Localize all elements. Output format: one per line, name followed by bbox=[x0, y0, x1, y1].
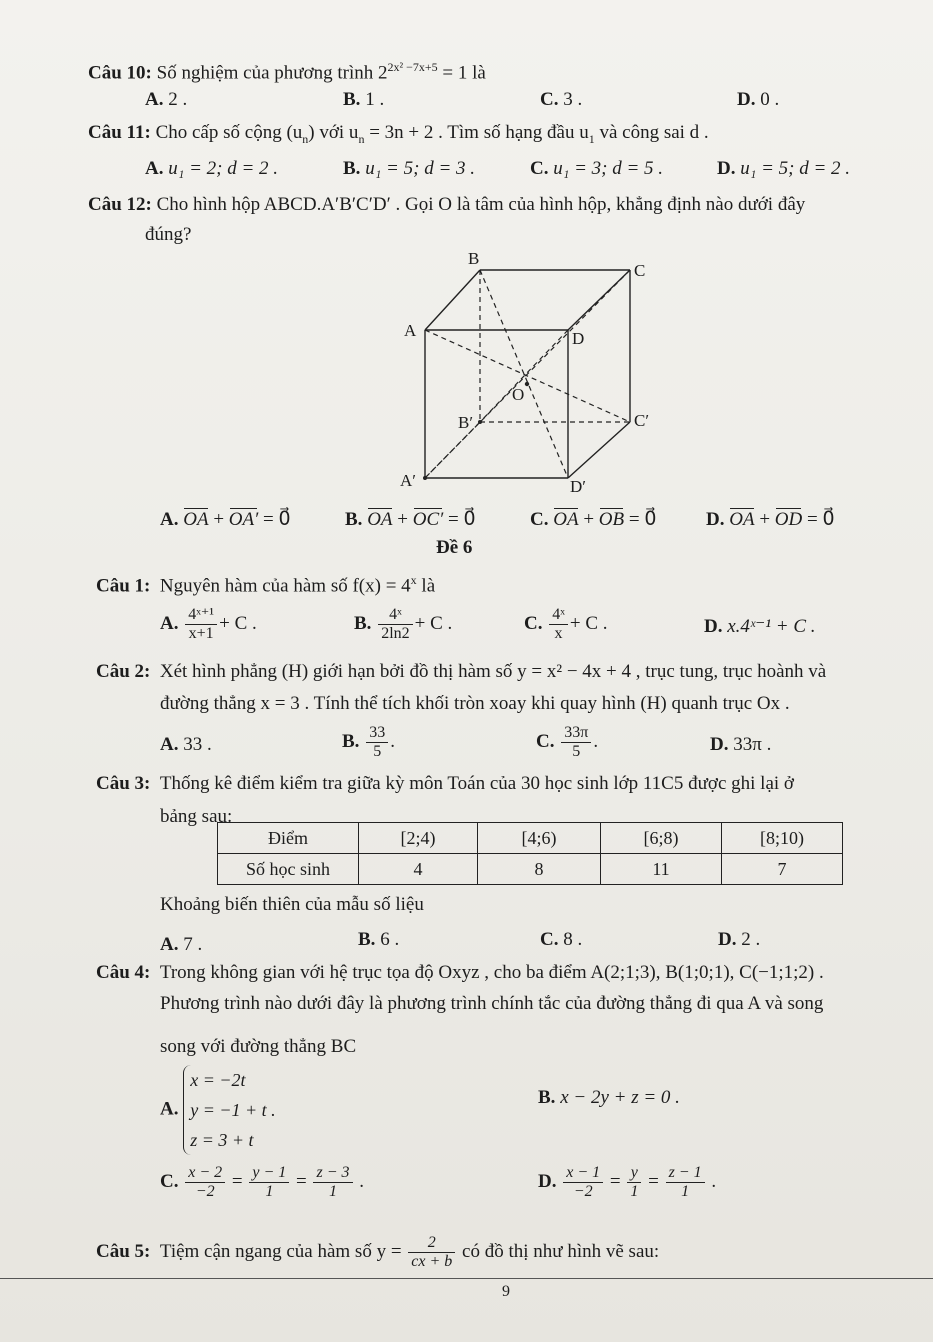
diag-db bbox=[480, 330, 568, 422]
c3-opt-b[interactable]: B. 6 . bbox=[358, 929, 400, 950]
c1-opt-d[interactable]: D. x.4ˣ⁻¹ + C . bbox=[704, 616, 816, 637]
c2-opt-b[interactable]: B. $\frac{33}{5}$ . bbox=[342, 724, 395, 760]
c2-label: Câu 2: bbox=[96, 661, 151, 682]
c1-text2: là bbox=[416, 575, 436, 597]
edge-ba bbox=[425, 270, 480, 330]
q11-text3: = 3n + 2 . Tìm số hạng đầu u bbox=[364, 122, 589, 143]
parallelepiped-figure bbox=[380, 250, 680, 495]
q12-opt-d[interactable]: D. OA + OD = 0⃗ bbox=[706, 509, 835, 530]
c2-stem bbox=[96, 660, 826, 684]
label-b: B bbox=[468, 250, 480, 268]
table-header-row bbox=[218, 823, 843, 854]
footer-divider bbox=[0, 1278, 933, 1279]
c5-text: Tiệm cận ngang của hàm số y = bbox=[159, 1240, 402, 1262]
c1-exp: x bbox=[410, 573, 417, 587]
q11-text: Cho cấp số cộng (u bbox=[155, 122, 303, 143]
q10-opt-b[interactable]: B. 1 . bbox=[343, 89, 385, 110]
c4-opt-a[interactable]: A. x = −2t y = −1 + t . z = 3 + t bbox=[160, 1065, 276, 1155]
c3-opt-c[interactable]: C. 8 . bbox=[540, 929, 583, 950]
c5-text2: có đồ thị như hình vẽ sau: bbox=[462, 1240, 660, 1262]
c4-opt-c[interactable]: C. $\frac{x - 2}{-2}$ = $\frac{y - 1}{1}$ = $\frac{z - 3}{1}$ . bbox=[160, 1164, 365, 1200]
q11-opt-d[interactable]: D. u₁ = 5; d = 2 . bbox=[717, 158, 851, 179]
q11-opt-a[interactable]: A. u₁ = 2; d = 2 . bbox=[145, 158, 279, 179]
c1-opt-c[interactable]: C. $\frac{\text{4ˣ}}{x}$ + C . bbox=[524, 606, 608, 642]
table-cell: [4;6) bbox=[478, 823, 601, 854]
label-a: A bbox=[404, 321, 417, 340]
label-o: O bbox=[512, 385, 525, 404]
q10-base: 2 bbox=[378, 62, 388, 84]
table-cell: Số học sinh bbox=[218, 854, 359, 885]
c3-label: Câu 3: bbox=[96, 773, 151, 794]
q11-stem: Câu 11: Cho cấp số cộng $(u_n)$ với $u_n = 3n + 2$ . Tìm số hạng đầu $u_1$ và công sai d . bbox=[88, 122, 709, 146]
label-dp: D′ bbox=[570, 477, 586, 495]
equation-system: x = −2t y = −1 + t . z = 3 + t bbox=[183, 1065, 275, 1155]
table-cell: [6;8) bbox=[601, 823, 722, 854]
q10-opt-c[interactable]: C. 3 . bbox=[540, 89, 583, 110]
edge-dc-bottom bbox=[568, 422, 630, 478]
q10-label: Câu 10: bbox=[88, 62, 152, 84]
q10-stem bbox=[88, 55, 486, 85]
label-c: C bbox=[634, 261, 646, 280]
c2-opt-d[interactable]: D. 33π . bbox=[710, 734, 772, 755]
c4-opt-b[interactable]: B. x − 2y + z = 0 . bbox=[538, 1087, 680, 1108]
q11-text2: ) với u bbox=[308, 122, 359, 143]
table-cell: 7 bbox=[722, 854, 843, 885]
table-cell: 8 bbox=[478, 854, 601, 885]
c2-text: Xét hình phẳng (H) giới hạn bởi đồ thị hàm số y = x² − 4x + 4 , trục tung, trục hoành và bbox=[159, 661, 827, 682]
q11-opt-b[interactable]: B. u₁ = 5; d = 3 . bbox=[343, 158, 476, 179]
label-d: D bbox=[572, 329, 585, 348]
c1-opt-b[interactable]: B. $\frac{\text{4ˣ}}{2\ln 2}$ + C . bbox=[354, 606, 453, 642]
c2-text2: đường thẳng x = 3 . Tính thể tích khối tròn xoay khi quay hình (H) quanh trục Ox . bbox=[160, 693, 790, 714]
table-cell: [2;4) bbox=[359, 823, 478, 854]
label-cp: C′ bbox=[634, 411, 650, 430]
c4-stem bbox=[96, 961, 824, 985]
c1-opt-a[interactable]: A. $\frac{\text{4ˣ⁺¹}}{x+1}$ + C . bbox=[160, 606, 257, 642]
table-cell: [8;10) bbox=[722, 823, 843, 854]
c4-text2: Phương trình nào dưới đây là phương trình chính tắc của đường thẳng đi qua A và song bbox=[160, 993, 824, 1014]
c5-label: Câu 5: bbox=[96, 1240, 151, 1262]
c3-text: Thống kê điểm kiểm tra giữa kỳ môn Toán của 30 học sinh lớp 11C5 được ghi lại ở bbox=[159, 773, 794, 794]
q12-opt-b[interactable]: B. OA + OC′ = 0⃗ bbox=[345, 509, 476, 530]
q10-opt-a[interactable]: A. 2 . bbox=[145, 89, 188, 110]
c4-opt-d[interactable]: D. $\frac{x - 1}{-2}$ = $\frac{y}{1}$ = $\frac{z - 1}{1}$ . bbox=[538, 1164, 717, 1200]
q11-text4: và công sai d . bbox=[594, 122, 709, 143]
label-ap: A′ bbox=[400, 471, 416, 490]
q12-stem bbox=[88, 193, 805, 217]
c1-stem bbox=[96, 568, 435, 598]
q12-opt-c[interactable]: C. OA + OB = 0⃗ bbox=[530, 509, 657, 530]
q12-text2: đúng? bbox=[145, 224, 192, 245]
table-cell: 11 bbox=[601, 854, 722, 885]
c1-label: Câu 1: bbox=[96, 575, 151, 597]
c2-opt-a[interactable]: A. 33 . bbox=[160, 734, 212, 755]
diag-bd bbox=[480, 270, 568, 478]
q10-exponent: 2x² −7x+5 bbox=[387, 60, 438, 74]
c2-opt-c[interactable]: C. $\frac{33\pi}{5}$ . bbox=[536, 724, 599, 760]
table-cell: 4 bbox=[359, 854, 478, 885]
c3-opt-d[interactable]: D. 2 . bbox=[718, 929, 761, 950]
label-bp: B′ bbox=[458, 413, 474, 432]
q12-text: Cho hình hộp ABCD.A′B′C′D′ . Gọi O là tâm của hình hộp, khẳng định nào dưới đây bbox=[156, 194, 806, 215]
q12-label: Câu 12: bbox=[88, 194, 152, 215]
c3-text3: Khoảng biến thiên của mẫu số liệu bbox=[160, 894, 424, 915]
table-row bbox=[218, 854, 843, 885]
q10-opt-d[interactable]: D. 0 . bbox=[737, 89, 780, 110]
c3-opt-a[interactable]: A. 7 . bbox=[160, 934, 203, 955]
c5-stem: Câu 5: Tiệm cận ngang của hàm số y = $\frac{2}{cx + b}$ có đồ thị như hình vẽ sau: bbox=[96, 1234, 660, 1270]
c3-stem bbox=[96, 772, 794, 796]
page-number: 9 bbox=[502, 1283, 510, 1300]
q11-opt-c[interactable]: C. u₁ = 3; d = 5 . bbox=[530, 158, 664, 179]
table-cell: Điểm bbox=[218, 823, 359, 854]
section-title: Đề 6 bbox=[436, 537, 473, 558]
c4-text3: song với đường thẳng BC bbox=[160, 1036, 357, 1057]
diag-ac bbox=[425, 330, 630, 422]
c3-frequency-table bbox=[217, 822, 843, 885]
q11-label: Câu 11: bbox=[88, 122, 151, 143]
c3-text2: bảng sau: bbox=[160, 806, 233, 827]
c4-label: Câu 4: bbox=[96, 962, 151, 983]
diag-ca bbox=[425, 270, 630, 478]
q12-opt-a[interactable]: A. OA + OA′ = 0⃗ bbox=[160, 509, 291, 530]
q10-rest: = 1 là bbox=[442, 62, 486, 84]
q10-text: Số nghiệm của phương trình bbox=[156, 62, 374, 84]
c4-text: Trong không gian với hệ trục tọa độ Oxyz , cho ba điểm A(2;1;3), B(1;0;1), C(−1;1;2) . bbox=[159, 962, 824, 983]
point-o bbox=[525, 382, 529, 386]
c1-text: Nguyên hàm của hàm số f(x) = 4 bbox=[159, 575, 411, 597]
